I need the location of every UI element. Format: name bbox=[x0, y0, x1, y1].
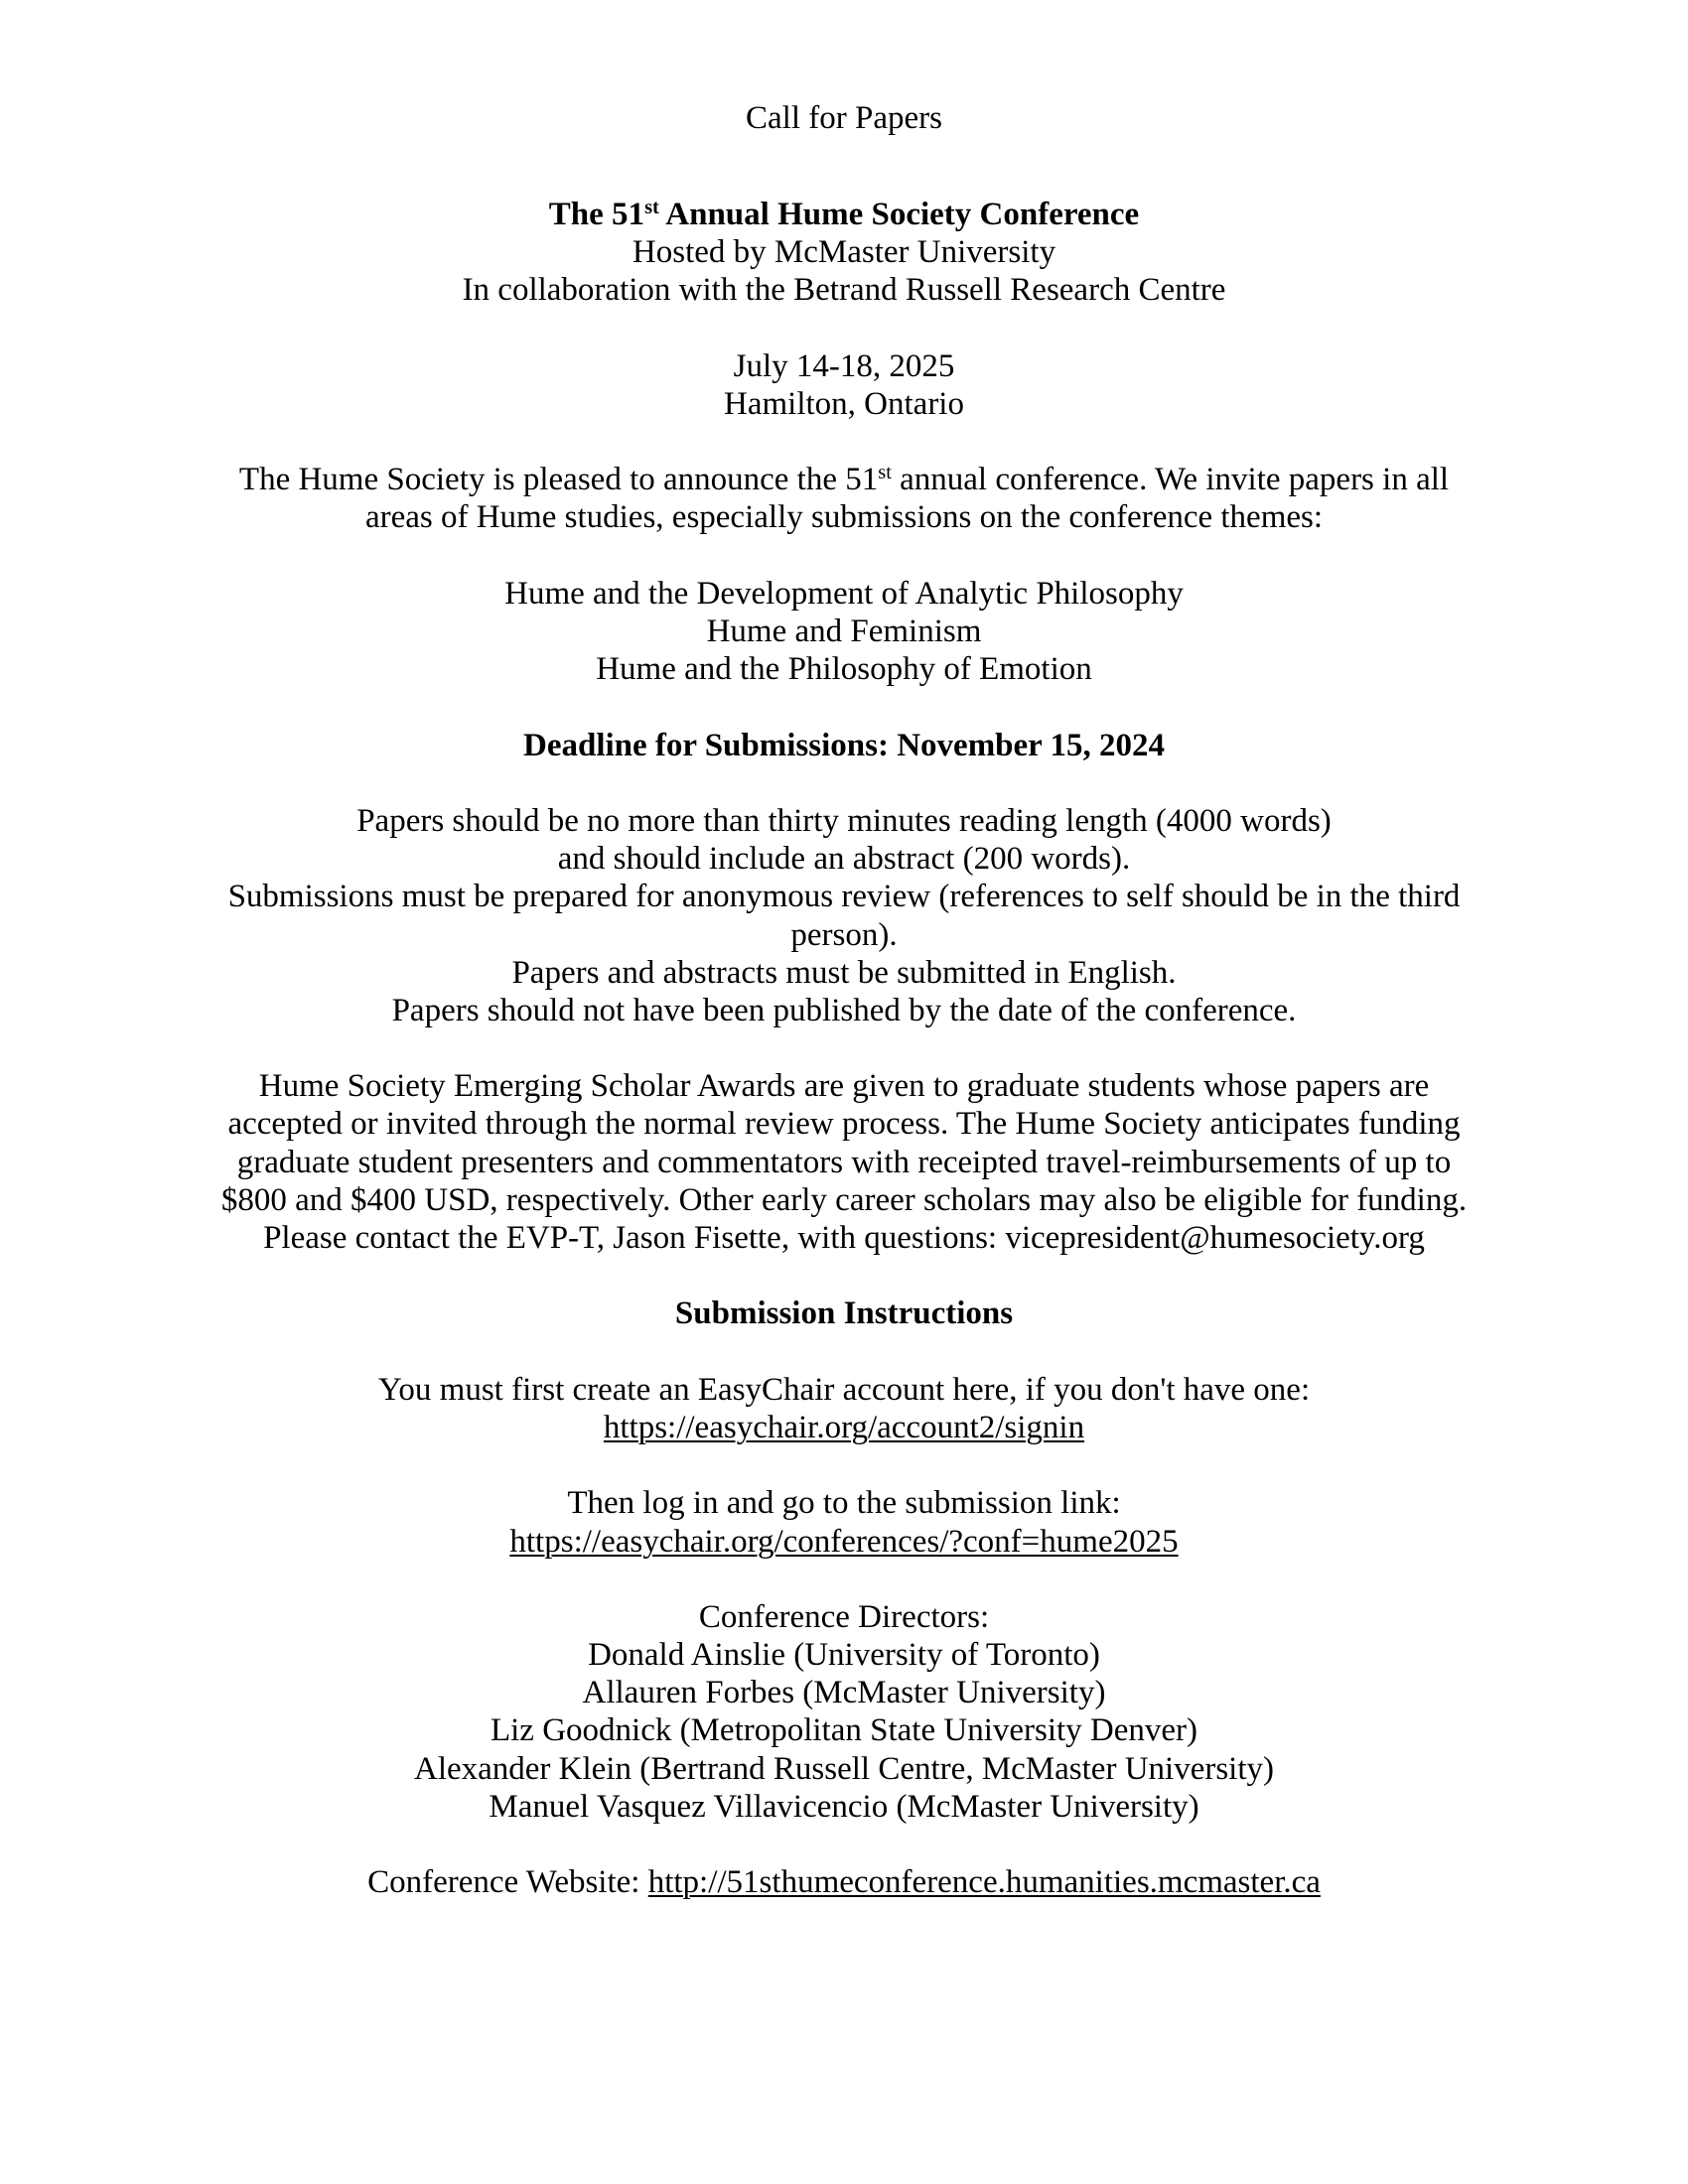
requirement-line: and should include an abstract (200 words). bbox=[557, 841, 1131, 878]
submission-instructions-heading: Submission Instructions bbox=[674, 1296, 1014, 1332]
spacer bbox=[0, 764, 1688, 802]
directors-heading: Conference Directors: bbox=[698, 1598, 990, 1635]
title-ordinal-suffix: st bbox=[644, 196, 659, 218]
title-rest: Annual Hume Society Conference bbox=[658, 196, 1140, 232]
requirement-line: person). bbox=[790, 916, 898, 953]
intro-prefix: The Hume Society is pleased to announce the 51 bbox=[238, 462, 879, 498]
spacer bbox=[0, 423, 1688, 461]
awards-line: accepted or invited through the normal review process. The Hume Society anticipates funding bbox=[227, 1106, 1461, 1143]
awards-line: $800 and $400 USD, respectively. Other early career scholars may also be eligible for funding. bbox=[220, 1181, 1468, 1218]
account-instruction: You must first create an EasyChair account here, if you don't have one: bbox=[377, 1371, 1311, 1408]
intro-ordinal-suffix: st bbox=[878, 462, 892, 484]
director-item: Allauren Forbes (McMaster University) bbox=[582, 1675, 1106, 1711]
awards-line: graduate student presenters and commentators with receipted travel-reimbursements of up to bbox=[236, 1144, 1452, 1180]
spacer bbox=[0, 137, 1688, 196]
conference-location: Hamilton, Ontario bbox=[724, 385, 964, 422]
title-prefix: The 51 bbox=[548, 196, 645, 232]
deadline-heading: Deadline for Submissions: November 15, 2024 bbox=[523, 727, 1165, 763]
theme-item: Hume and the Philosophy of Emotion bbox=[596, 651, 1092, 688]
director-item: Manuel Vasquez Villavicencio (McMaster University) bbox=[489, 1788, 1199, 1825]
intro-line-2: areas of Hume studies, especially submissions on the conference themes: bbox=[364, 499, 1324, 536]
requirement-line: Papers and abstracts must be submitted in English. bbox=[511, 954, 1177, 991]
document-page bbox=[0, 99, 1688, 1901]
awards-block bbox=[0, 1067, 1688, 1257]
spacer bbox=[0, 1257, 1688, 1295]
website-line bbox=[0, 1863, 1688, 1901]
easychair-signin-link[interactable]: https://easychair.org/account2/signin bbox=[603, 1409, 1085, 1445]
requirement-line: Submissions must be prepared for anonymous review (references to self should be in the third bbox=[227, 879, 1461, 915]
requirement-line: Papers should not have been published by the date of the conference. bbox=[391, 992, 1297, 1028]
collaboration-line: In collaboration with the Betrand Russell Research Centre bbox=[462, 272, 1226, 309]
host-line: Hosted by McMaster University bbox=[632, 234, 1056, 271]
spacer bbox=[0, 1826, 1688, 1863]
intro-rest: annual conference. We invite papers in all bbox=[891, 462, 1450, 498]
spacer bbox=[0, 688, 1688, 726]
conference-website-link[interactable]: http://51sthumeconference.humanities.mcmaster.ca bbox=[647, 1864, 1321, 1901]
spacer bbox=[0, 1446, 1688, 1484]
theme-item: Hume and Feminism bbox=[706, 614, 982, 650]
website-label: Conference Website: bbox=[367, 1864, 648, 1901]
themes-list bbox=[0, 575, 1688, 689]
spacer bbox=[0, 1561, 1688, 1598]
document-heading: Call for Papers bbox=[746, 100, 942, 136]
conference-dates: July 14-18, 2025 bbox=[733, 347, 955, 384]
requirement-line: Papers should be no more than thirty minutes reading length (4000 words) bbox=[356, 802, 1332, 839]
director-item: Alexander Klein (Bertrand Russell Centre, McMaster University) bbox=[413, 1750, 1274, 1787]
awards-line: Hume Society Emerging Scholar Awards are given to graduate students whose papers are bbox=[258, 1068, 1430, 1105]
spacer bbox=[0, 537, 1688, 575]
spacer bbox=[0, 310, 1688, 347]
spacer bbox=[0, 1029, 1688, 1067]
spacer bbox=[0, 1333, 1688, 1371]
account-link-line bbox=[0, 1409, 1688, 1446]
director-item: Liz Goodnick (Metropolitan State University Denver) bbox=[490, 1712, 1198, 1749]
submit-link-line bbox=[0, 1523, 1688, 1561]
intro-line-1 bbox=[0, 461, 1688, 498]
directors-block bbox=[0, 1598, 1688, 1826]
requirements-block bbox=[0, 802, 1688, 1029]
conference-title bbox=[0, 196, 1688, 233]
awards-line: Please contact the EVP-T, Jason Fisette, with questions: vicepresident@humesociety.org bbox=[263, 1220, 1425, 1257]
director-item: Donald Ainslie (University of Toronto) bbox=[588, 1637, 1100, 1674]
submit-instruction: Then log in and go to the submission link: bbox=[567, 1485, 1121, 1522]
easychair-submission-link[interactable]: https://easychair.org/conferences/?conf=hume2025 bbox=[509, 1523, 1179, 1560]
theme-item: Hume and the Development of Analytic Philosophy bbox=[504, 575, 1184, 612]
